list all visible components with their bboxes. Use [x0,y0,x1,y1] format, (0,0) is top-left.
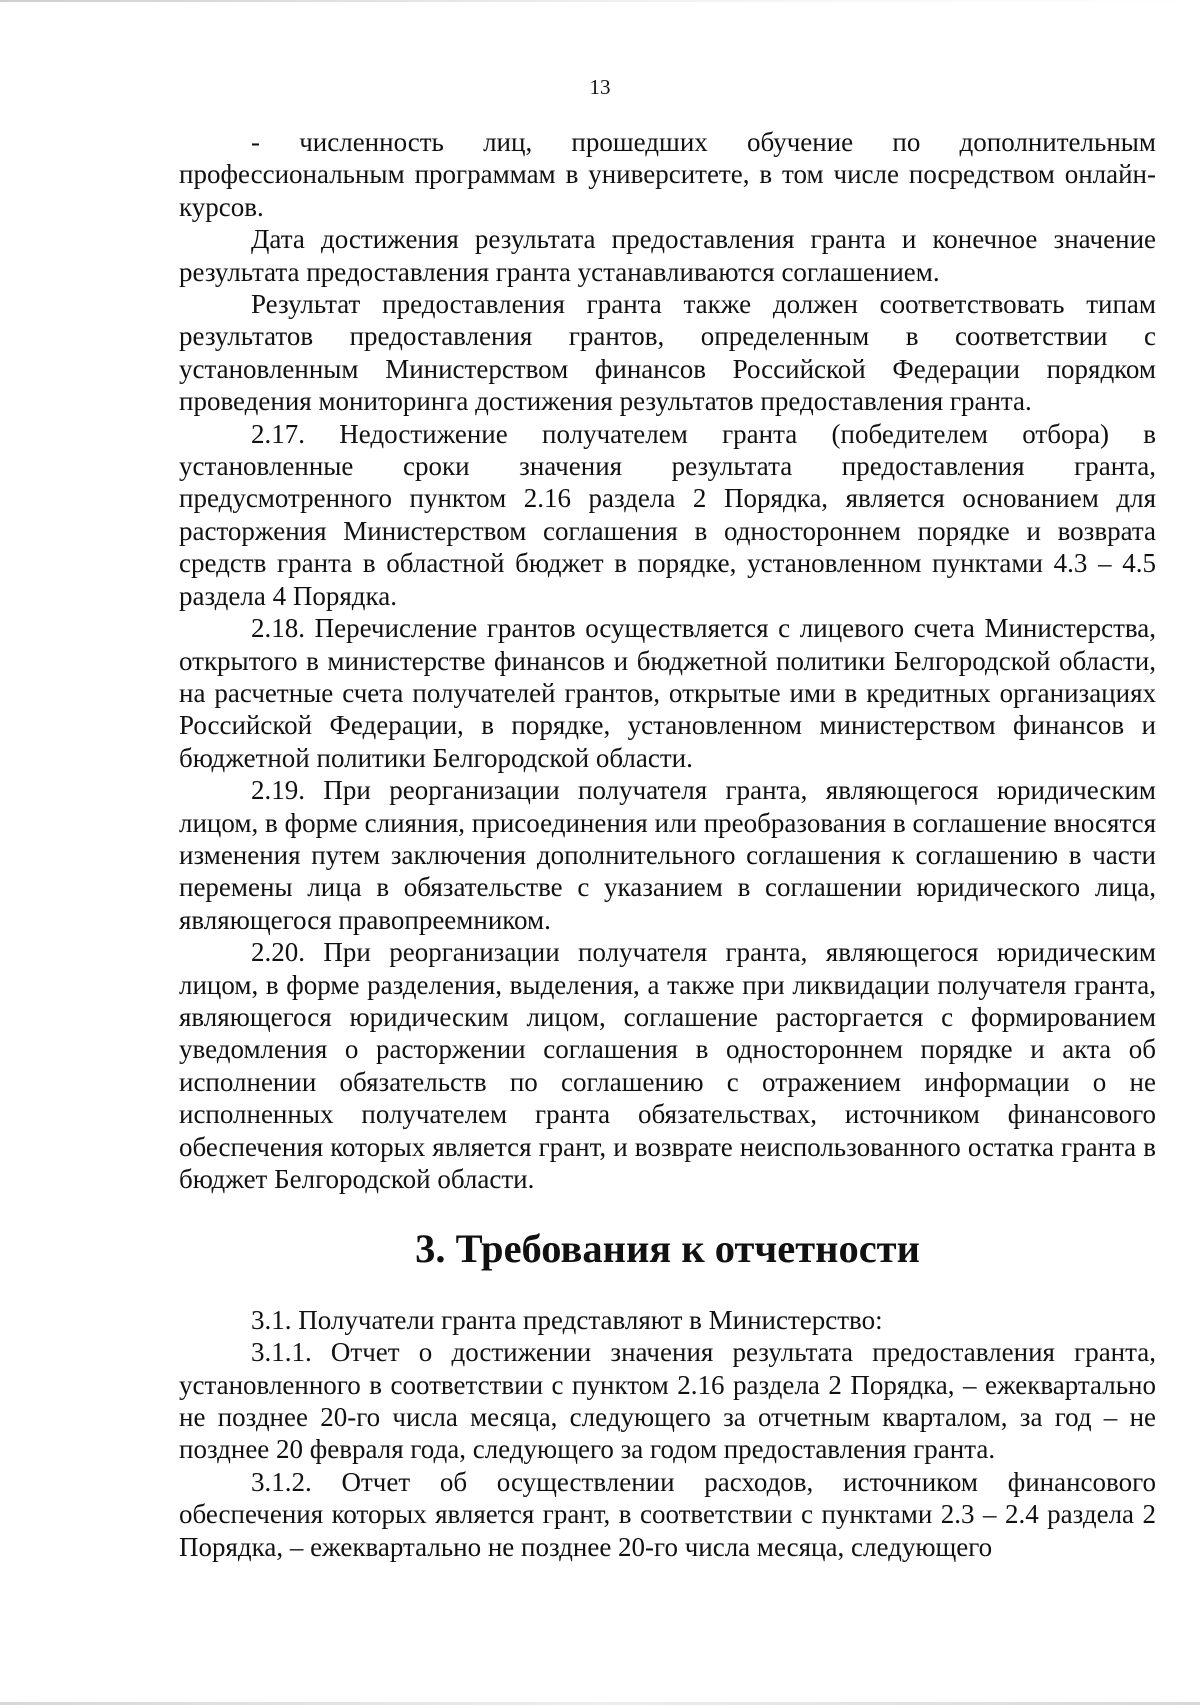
paragraph-2-17: 2.17. Недостижение получателем гранта (победителем отбора) в установленные сроки значения результата предоставления гранта, предусмотренного пунктом 2.16 раздела 2 Порядка, является основанием для расторжения Министерством соглашения в одностороннем порядке и возврата средств гранта в областной бюджет в порядке, установленном пунктами 4.3 – 4.5 раздела 4 Порядка. [179,418,1156,611]
paragraph-result-date: Дата достижения результата предоставления гранта и конечное значение результата предоставления гранта устанавливаются соглашением. [179,224,1156,287]
paragraph-2-18: 2.18. Перечисление грантов осуществляется с лицевого счета Министерства, открытого в министерстве финансов и бюджетной политики Белгородской области, на расчетные счета получателей грантов, открытые ими в кредитных организациях Российской Федерации, в порядке, установленном министерством финансов и бюджетной политики Белгородской области. [179,613,1156,773]
paragraph-result-types: Результат предоставления гранта также должен соответствовать типам результатов предоставления грантов, определенным в соответствии с установленным Министерством финансов Российской Федерации порядком проведения мониторинга достижения результатов предоставления гранта. [179,289,1156,417]
paragraph-2-19: 2.19. При реорганизации получателя гранта, являющегося юридическим лицом, в форме слияния, присоединения или преобразования в соглашение вносятся изменения путем заключения дополнительного соглашения к соглашению в части перемены лица в обязательстве с указанием в соглашении юридического лица, являющегося правопреемником. [179,775,1156,935]
paragraph-3-1: 3.1. Получатели гранта представляют в Министерство: [251,1304,883,1335]
section-title: 3. Требования к отчетности [415,1226,920,1272]
document-body [179,126,1156,1563]
paragraph-3-1-1: 3.1.1. Отчет о достижении значения результата предоставления гранта, установленного в соответствии с пунктом 2.16 раздела 2 Порядка, – ежеквартально не позднее 20-го числа месяца, следующего за отчетным кварталом, за год – не позднее 20 февраля года, следующего за годом предоставления гранта. [179,1337,1156,1465]
paragraph-online-courses: - численность лиц, прошедших обучение по дополнительным профессиональным программам в университете, в том числе посредством онлайн-курсов. [179,127,1156,222]
scan-edge-top [0,0,1200,2]
paragraph-2-20: 2.20. При реорганизации получателя гранта, являющегося юридическим лицом, в форме разделения, выделения, а также при ликвидации получателя гранта, являющегося юридическим лицом, соглашение расторгается с формированием уведомления о расторжении соглашения в одностороннем порядке и акта об исполнении обязательств по соглашению с отражением информации о не исполненных получателем гранта обязательствах, источником финансового обеспечения которых является грант, и возврате неиспользованного остатка гранта в бюджет Белгородской области. [179,937,1156,1194]
paragraph-3-1-2: 3.1.2. Отчет об осуществлении расходов, источником финансового обеспечения которых является грант, в соответствии с пунктами 2.3 – 2.4 раздела 2 Порядка, – ежеквартально не позднее 20-го числа месяца, следующего [179,1466,1156,1562]
page-number: 13 [589,75,611,99]
